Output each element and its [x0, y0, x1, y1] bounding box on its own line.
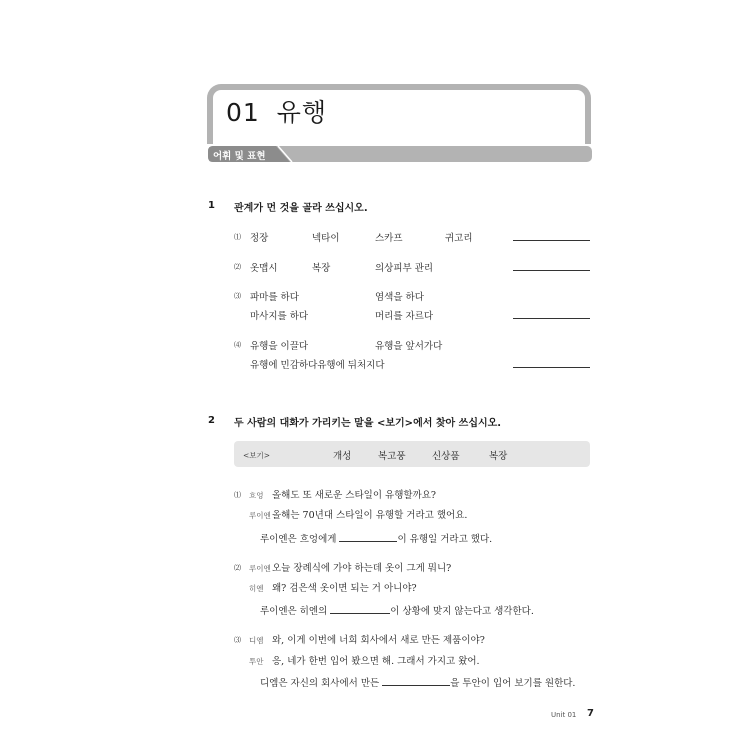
page-number: 7 — [587, 708, 594, 719]
dialog1-line: 올해는 70년대 스타일이 유행할 거라고 했어요. — [272, 510, 468, 521]
section-label: 어휘 및 표현 — [213, 151, 266, 162]
q1-item1-answer-blank[interactable] — [513, 240, 590, 241]
q1-item2-word: 복장 — [312, 263, 331, 274]
q1-item3-word: 마사지를 하다 — [250, 311, 309, 322]
q1-item3-answer-blank[interactable] — [513, 318, 590, 319]
example-label: <보기> — [243, 451, 271, 460]
answer-text-after: 이 유행일 거라고 했다. — [397, 534, 493, 545]
answer-text-before: 디엠은 자신의 회사에서 만든 — [260, 678, 383, 689]
example-box — [234, 441, 590, 467]
example-word: 복장 — [489, 451, 508, 462]
chapter-name: 유행 — [276, 98, 328, 127]
q1-item1-word: 정장 — [250, 233, 269, 244]
chapter-title — [226, 93, 327, 129]
q1-item3-word: 파마를 하다 — [250, 292, 299, 303]
dialog2-num: ⑵ — [234, 564, 241, 572]
q1-item1-word: 넥타이 — [312, 233, 340, 244]
dialog1-speaker: 루이엔 — [249, 511, 271, 520]
q1-item3-word: 머리를 자르다 — [375, 311, 434, 322]
dialog1-answer-sentence — [260, 531, 492, 545]
q1-item3-word: 염색을 하다 — [375, 292, 424, 303]
q1-prompt: 관계가 먼 것을 골라 쓰십시오. — [234, 203, 368, 214]
q1-item2-word: 옷맵시 — [250, 263, 278, 274]
dialog2-line: 오늘 장례식에 가야 하는데 옷이 그게 뭐니? — [272, 563, 452, 574]
q1-item1-word: 스카프 — [375, 233, 403, 244]
dialog1-line: 올해도 또 새로운 스타일이 유행할까요? — [272, 490, 437, 501]
q1-item4-word: 유행을 이끌다 — [250, 341, 309, 352]
example-word: 복고풍 — [378, 451, 406, 462]
q1-item1-word: 귀고리 — [445, 233, 473, 244]
dialog3-line: 응, 네가 한번 입어 봤으면 해. 그래서 가지고 왔어. — [272, 656, 480, 667]
dialog1-answer-blank[interactable] — [339, 532, 397, 542]
dialog2-speaker: 루이엔 — [249, 564, 271, 573]
q1-number: 1 — [208, 200, 215, 211]
q1-item3-num: ⑶ — [234, 292, 241, 300]
dialog3-answer-sentence — [260, 675, 575, 689]
dialog1-speaker: 흐엉 — [249, 491, 264, 500]
example-word: 개성 — [333, 451, 352, 462]
footer-unit-label: Unit 01 — [551, 711, 577, 719]
q2-prompt: 두 사람의 대화가 가리키는 말을 <보기>에서 찾아 쓰십시오. — [234, 418, 502, 429]
q1-item4-answer-blank[interactable] — [513, 367, 590, 368]
q1-item2-answer-blank[interactable] — [513, 270, 590, 271]
dialog2-answer-blank[interactable] — [330, 604, 390, 614]
dialog2-speaker: 히엔 — [249, 584, 264, 593]
answer-text-after: 을 투안이 입어 보기를 원한다. — [450, 678, 576, 689]
example-word: 신상품 — [432, 451, 460, 462]
dialog2-line: 왜? 검은색 옷이면 되는 거 아니야? — [272, 583, 417, 594]
q1-item4-word: 유행을 앞서가다 — [375, 341, 443, 352]
q1-item2-word: 의상피부 관리 — [375, 263, 434, 274]
dialog3-num: ⑶ — [234, 636, 241, 644]
dialog3-answer-blank[interactable] — [382, 676, 450, 686]
q1-item4-num: ⑷ — [234, 341, 241, 349]
answer-text-before: 루이엔은 흐엉에게 — [260, 534, 340, 545]
dialog3-speaker: 디엠 — [249, 636, 264, 645]
q1-item1-num: ⑴ — [234, 233, 241, 241]
q2-number: 2 — [208, 415, 215, 426]
chapter-number: 01 — [226, 98, 260, 127]
answer-text-after: 이 상황에 맞지 않는다고 생각한다. — [390, 606, 534, 617]
q1-item4-word: 유행에 민감하다유행에 뒤처지다 — [250, 360, 385, 371]
dialog3-speaker: 투안 — [249, 657, 264, 666]
dialog2-answer-sentence — [260, 603, 534, 617]
q1-item2-num: ⑵ — [234, 263, 241, 271]
dialog1-num: ⑴ — [234, 491, 241, 499]
dialog3-line: 와, 이게 이번에 너희 회사에서 새로 만든 제품이야? — [272, 635, 485, 646]
answer-text-before: 루이엔은 히엔의 — [260, 606, 331, 617]
